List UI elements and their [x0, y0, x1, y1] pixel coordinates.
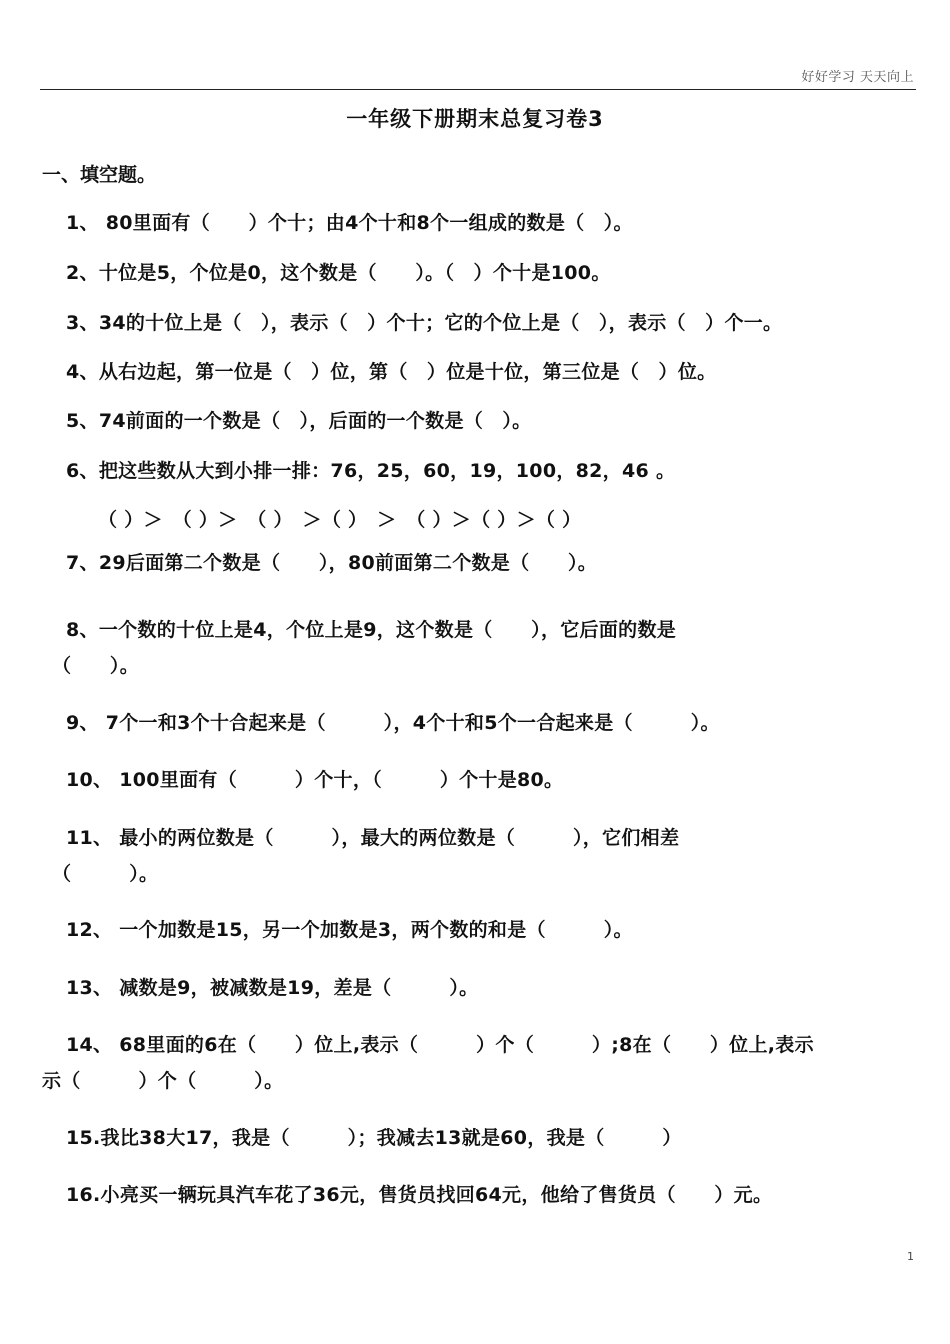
page-number: 1	[907, 1250, 914, 1263]
question-8: 8、一个数的十位上是4，个位上是9，这个数是（ ），它后面的数是	[66, 619, 677, 641]
section-heading: 一、填空题。	[42, 164, 157, 186]
page-title: 一年级下册期末总复习卷3	[346, 107, 604, 131]
question-11-continued: （ ）。	[52, 863, 159, 885]
question-5: 5、74前面的一个数是（ ），后面的一个数是（ ）。	[66, 410, 532, 432]
question-2: 2、十位是5，个位是0，这个数是（ ）。（ ）个十是100。	[66, 262, 611, 284]
question-1: 1、 80里面有（ ）个十；由4个十和8个一组成的数是（ ）。	[66, 212, 633, 234]
question-10: 10、 100里面有（ ）个十，（ ）个十是80。	[66, 769, 564, 791]
question-16: 16.小亮买一辆玩具汽车花了36元，售货员找回64元，他给了售货员（ ）元。	[66, 1184, 773, 1206]
question-9: 9、 7个一和3个十合起来是（ ），4个十和5个一合起来是（ ）。	[66, 712, 720, 734]
question-7: 7、29后面第二个数是（ ），80前面第二个数是（ ）。	[66, 552, 598, 574]
question-11: 11、 最小的两位数是（ ），最大的两位数是（ ），它们相差	[66, 827, 680, 849]
question-14: 14、 68里面的6在（ ）位上,表示（ ）个（ ）;8在（ ）位上,表示	[66, 1034, 814, 1056]
question-13: 13、 减数是9，被减数是19，差是（ ）。	[66, 977, 479, 999]
question-12: 12、 一个加数是15，另一个加数是3，两个数的和是（ ）。	[66, 919, 633, 941]
header-motto: 好好学习 天天向上	[801, 70, 914, 85]
header-rule	[40, 89, 916, 90]
question-8-continued: （ ）。	[52, 655, 140, 677]
question-14-continued: 示（ ）个（ ）。	[42, 1070, 284, 1092]
question-15: 15.我比38大17，我是（ ）；我减去13就是60，我是（ ）	[66, 1127, 682, 1149]
question-6-answer-line: （ ）＞ （ ）＞ （ ） ＞（ ） ＞ （ ）＞（ ）＞（ ）	[98, 509, 582, 531]
question-6: 6、把这些数从大到小排一排：76，25，60，19，100，82，46 。	[66, 460, 676, 482]
question-3: 3、34的十位上是（ ），表示（ ）个十；它的个位上是（ ），表示（ ）个一。	[66, 312, 783, 334]
question-4: 4、从右边起，第一位是（ ）位，第（ ）位是十位，第三位是（ ）位。	[66, 361, 717, 383]
